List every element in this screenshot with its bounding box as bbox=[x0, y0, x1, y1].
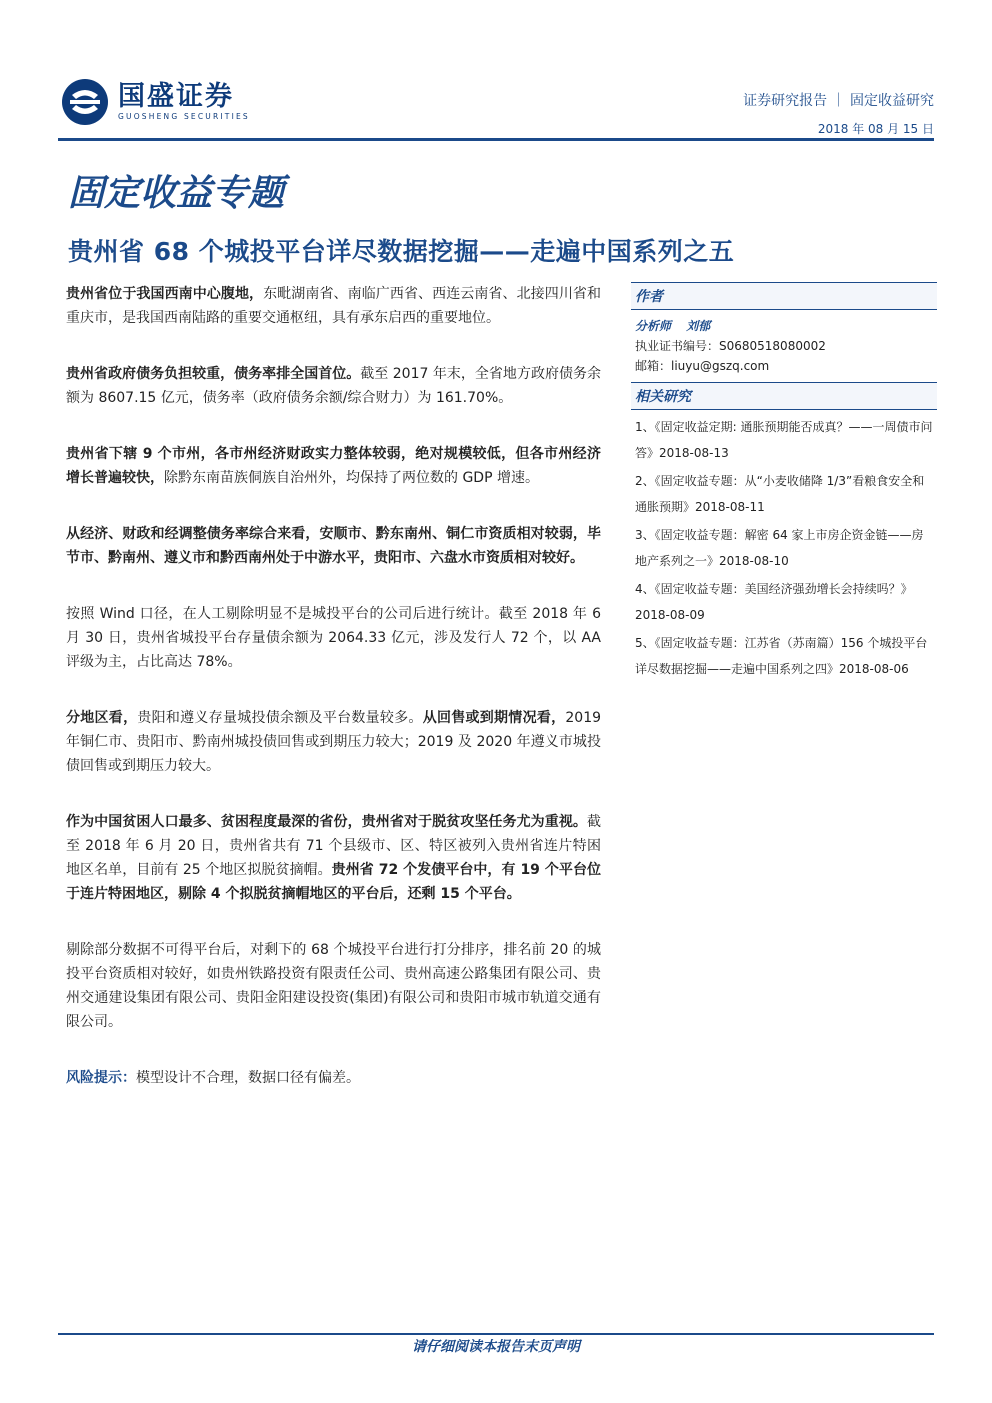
author-heading: 作者 bbox=[631, 282, 937, 310]
paragraph bbox=[66, 938, 601, 1034]
paragraph bbox=[66, 522, 601, 570]
report-type: 证券研究报告 ｜ 固定收益研究 bbox=[743, 93, 934, 109]
company-logo-icon bbox=[60, 77, 110, 127]
main-title: 贵州省 68 个城投平台详尽数据挖掘——走遍中国系列之五 bbox=[68, 237, 735, 266]
research-item[interactable]: 4、《固定收益专题：美国经济强劲增长会持续吗？》2018-08-09 bbox=[635, 582, 913, 622]
header-info bbox=[743, 90, 934, 137]
paragraph-body: 截至 2018 年 6 月 20 日，贵州省共有 71 个县级市、区、特区被列入贵州省连片特困地区名单，目前有 25 个地区拟脱贫摘帽。 bbox=[66, 814, 601, 878]
paragraph-body: 东毗湖南省、南临广西省、西连云南省、北接四川省和重庆市，是我国西南陆路的重要交通枢纽，具有承东启西的重要地位。 bbox=[66, 286, 602, 326]
footer-divider bbox=[58, 1333, 934, 1335]
paragraph-body: 截至 2017 年末，全省地方政府债务余额为 8607.15 亿元，债务率（政府债务余额/综合财力）为 161.70%。 bbox=[66, 366, 602, 406]
paragraph bbox=[66, 706, 601, 778]
logo-english-name: GUOSHENG SECURITIES bbox=[118, 112, 250, 121]
paragraph bbox=[66, 442, 601, 490]
company-logo bbox=[60, 76, 250, 128]
risk-warning bbox=[66, 1066, 601, 1090]
research-item[interactable]: 5、《固定收益专题：江苏省（苏南篇）156 个城投平台详尽数据挖掘——走遍中国系列之四》2018-08-06 bbox=[635, 636, 928, 676]
paragraph-lead: 从回售或到期情况看， bbox=[422, 710, 566, 726]
paragraph-body: 按照 Wind 口径，在人工剔除明显不是城投平台的公司后进行统计。截至 2018 年 6 月 30 日，贵州省城投平台存量债余额为 2064.33 亿元，涉及发行人 72 个，以 AA 评级为主，占比高达 78%。 bbox=[66, 606, 601, 670]
paragraph-body: 剔除部分数据不可得平台后，对剩下的 68 个城投平台进行打分排序，排名前 20 的城投平台资质相对较好，如贵州铁路投资有限责任公司、贵州高速公路集团有限公司、贵州交通建设集团有限公司、贵阳金阳建设投资(集团)有限公司和贵阳市城市轨道交通有限公司。 bbox=[66, 942, 601, 1030]
section-title: 固定收益专题 bbox=[68, 172, 285, 214]
research-item[interactable]: 1、《固定收益定期: 通胀预期能否成真？——一周债市问答》2018-08-13 bbox=[635, 420, 933, 460]
paragraph-lead: 贵州省 72 个发债平台中，有 19 个平台位于连片特困地区，剔除 4 个拟脱贫摘帽地区的平台后，还剩 15 个平台。 bbox=[66, 862, 601, 902]
risk-label: 风险提示： bbox=[66, 1070, 136, 1086]
paragraph-body: 除黔东南苗族侗族自治州外，均保持了两位数的 GDP 增速。 bbox=[164, 470, 539, 486]
header-divider bbox=[58, 138, 934, 141]
paragraph bbox=[66, 602, 601, 674]
logo-chinese-name: 国盛证券 bbox=[118, 81, 234, 112]
paragraph bbox=[66, 810, 601, 906]
related-research-list bbox=[631, 410, 937, 682]
research-item[interactable]: 2、《固定收益专题：从“小麦收储降 1/3”看粮食安全和通胀预期》2018-08-11 bbox=[635, 474, 925, 514]
paragraph-lead: 贵州省下辖 9 个市州，各市州经济财政实力整体较弱，绝对规模较低，但各市州经济增长普遍较快， bbox=[66, 446, 601, 486]
report-date: 2018 年 08 月 15 日 bbox=[817, 122, 934, 136]
analyst-label: 分析师 bbox=[635, 319, 672, 333]
paragraph-body: 2019 年铜仁市、贵阳市、黔南州城投债回售或到期压力较大；2019 及 2020 年遵义市城投债回售或到期压力较大。 bbox=[66, 710, 602, 774]
author-email[interactable]: 邮箱：liuyu@gszq.com bbox=[635, 359, 770, 373]
paragraph bbox=[66, 282, 601, 330]
research-item[interactable]: 3、《固定收益专题：解密 64 家上市房企资金链——房地产系列之一》2018-08-10 bbox=[635, 528, 924, 568]
footer-disclaimer: 请仔细阅读本报告末页声明 bbox=[412, 1339, 580, 1355]
paragraph-lead: 作为中国贫困人口最多、贫困程度最深的省份，贵州省对于脱贫攻坚任务尤为重视。 bbox=[66, 814, 587, 830]
paragraph-body: 贵阳和遵义存量城投债余额及平台数量较多。 bbox=[137, 710, 423, 726]
license-number: 执业证书编号：S0680518080002 bbox=[635, 339, 826, 353]
analyst-name: 刘郁 bbox=[686, 319, 711, 333]
paragraph-lead: 从经济、财政和经调整债务率综合来看，安顺市、黔东南州、铜仁市资质相对较弱，毕节市、黔南州、遵义市和黔西南州处于中游水平，贵阳市、六盘水市资质相对较好。 bbox=[66, 526, 601, 566]
paragraph-lead: 贵州省位于我国西南中心腹地， bbox=[66, 286, 264, 302]
risk-text: 模型设计不合理，数据口径有偏差。 bbox=[136, 1070, 360, 1086]
author-info bbox=[631, 310, 937, 378]
paragraph-lead: 分地区看， bbox=[66, 710, 138, 726]
paragraph bbox=[66, 362, 601, 410]
research-heading: 相关研究 bbox=[631, 382, 937, 410]
paragraph-lead: 贵州省政府债务负担较重，债务率排全国首位。 bbox=[66, 366, 361, 382]
summary-column bbox=[66, 282, 601, 1122]
analyst-line bbox=[635, 316, 933, 336]
sidebar bbox=[631, 282, 937, 684]
